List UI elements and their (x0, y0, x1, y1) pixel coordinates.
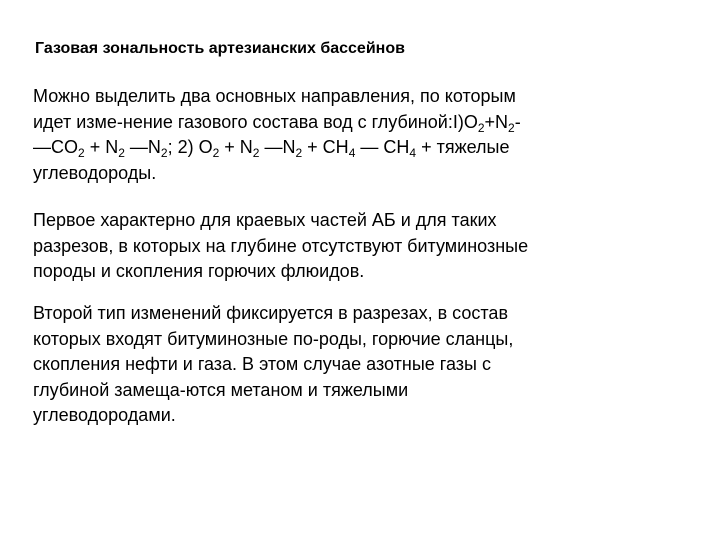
paragraph-line: глубиной замеща-ются метаном и тяжелыми (33, 379, 409, 400)
paragraph-line: разрезов, в которых на глубине отсутствуют битуминозные (33, 235, 529, 256)
formula-text: + N (84, 137, 119, 157)
formula-text: ; 2) O (167, 137, 213, 157)
formula-subscript: 2 (118, 146, 125, 160)
formula-text: + CH (302, 137, 349, 157)
paragraph-line: Можно выделить два основных направления, по которым (33, 86, 516, 106)
formula-text: идет изме-нение газового состава вод с глубиной:I)O (33, 111, 478, 132)
formula-subscript: 2 (295, 146, 303, 160)
formula-text: —CO (33, 137, 78, 157)
paragraph-formula-line (33, 135, 633, 161)
formula-subscript: 4 (409, 146, 417, 160)
paragraph-formula-line (33, 110, 633, 136)
formula-subscript: 2 (252, 146, 260, 160)
paragraph-line: скопления нефти и газа. В этом случае азотные газы с (33, 354, 491, 374)
paragraph-gas-directions (33, 84, 633, 186)
formula-subscript: 2 (477, 120, 485, 135)
slide-title: Газовая зональность артезианских бассейнов (35, 40, 405, 57)
formula-subscript: 2 (160, 146, 168, 160)
formula-subscript: 4 (348, 146, 356, 160)
paragraph-line: углеводороды. (33, 162, 157, 183)
formula-text: —N (124, 137, 161, 157)
paragraph-line: Первое характерно для краевых частей АБ и для таких (33, 210, 497, 230)
formula-text: — CH (355, 137, 410, 157)
formula-text: —N (259, 137, 296, 157)
formula-text: + N (219, 137, 253, 157)
paragraph-line: углеводородами. (33, 405, 176, 425)
formula-text: + тяжелые (416, 137, 510, 157)
formula-subscript: 2 (78, 146, 85, 160)
paragraph-second-type (33, 301, 633, 429)
formula-subscript: 2 (212, 146, 220, 160)
paragraph-first-type (33, 208, 633, 285)
formula-text: - (514, 111, 521, 132)
formula-text: +N (484, 111, 509, 132)
formula-subscript: 2 (508, 120, 515, 135)
paragraph-line: которых входят битуминозные по-роды, горючие сланцы, (33, 328, 514, 349)
paragraph-line: породы и скопления горючих флюидов. (33, 261, 365, 281)
paragraph-line: Второй тип изменений фиксируется в разрезах, в состав (33, 303, 509, 323)
